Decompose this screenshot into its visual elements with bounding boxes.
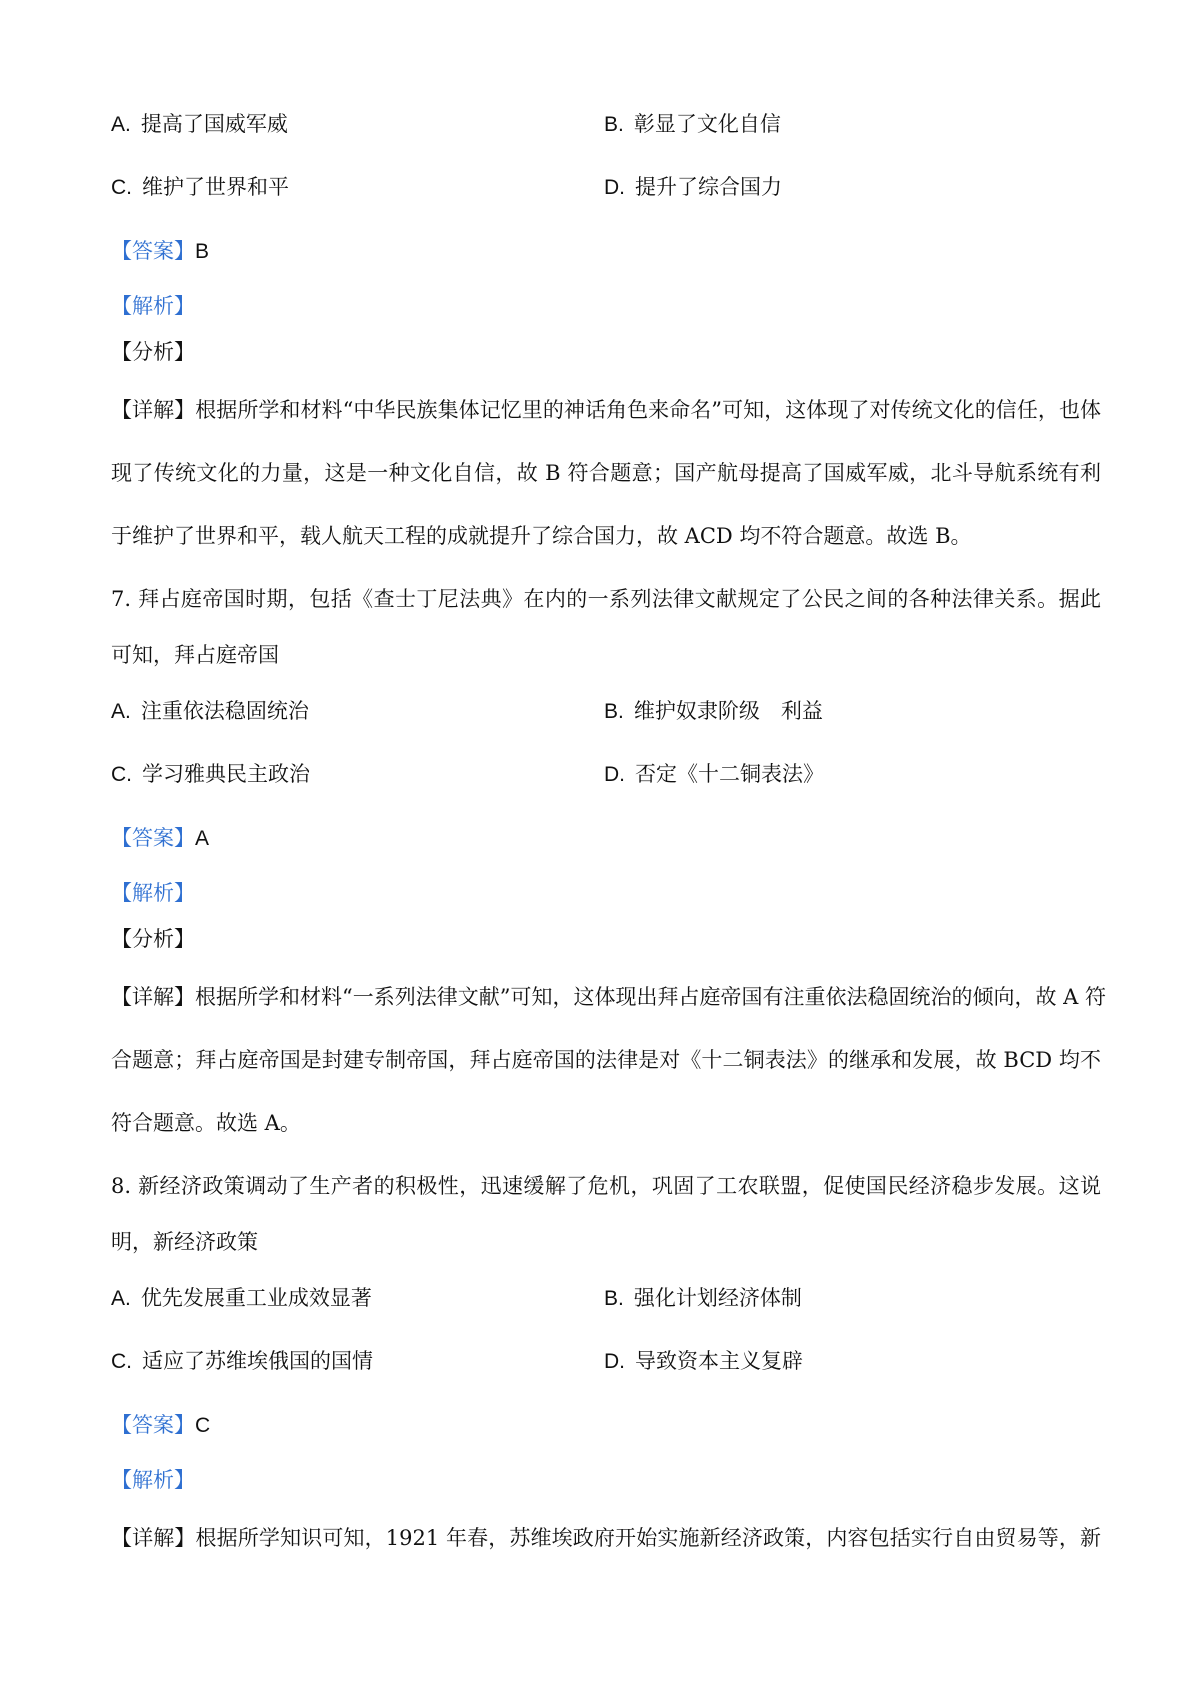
q7-detail-line-1: 【详解】根据所学和材料“一系列法律文献”可知，这体现出拜占庭帝国有注重依法稳固统治的倾向，故 A 符 xyxy=(111,985,1106,1009)
q7-option-c: C. 学习雅典民主政治 xyxy=(111,762,310,786)
q8-option-b: B. 强化计划经济体制 xyxy=(604,1286,802,1310)
q6-option-a: A. 提高了国威军威 xyxy=(111,112,288,136)
q8-stem-line-2: 明，新经济政策 xyxy=(111,1230,258,1254)
q8-detail-line-1: 【详解】根据所学知识可知，1921 年春，苏维埃政府开始实施新经济政策，内容包括实行自由贸易等，新 xyxy=(111,1526,1101,1550)
q6-answer: 【答案】B xyxy=(111,239,210,263)
q7-option-d: D. 否定《十二铜表法》 xyxy=(604,762,824,786)
q7-option-a: A. 注重依法稳固统治 xyxy=(111,699,309,723)
q6-option-b: B. 彰显了文化自信 xyxy=(604,112,781,136)
q6-detail-line-2: 现了传统文化的力量，这是一种文化自信，故 B 符合题意；国产航母提高了国威军威，北斗导航系统有利 xyxy=(111,461,1101,485)
q7-stem-line-1: 7. 拜占庭帝国时期，包括《查士丁尼法典》在内的一系列法律文献规定了公民之间的各种法律关系。据此 xyxy=(111,587,1101,611)
q7-option-b: B. 维护奴隶阶级 利益 xyxy=(604,699,823,723)
q8-option-a: A. 优先发展重工业成效显著 xyxy=(111,1286,372,1310)
q7-answer: 【答案】A xyxy=(111,826,210,850)
q6-option-c: C. 维护了世界和平 xyxy=(111,175,289,199)
q6-jiexi-tag: 【解析】 xyxy=(111,294,195,318)
q8-answer: 【答案】C xyxy=(111,1413,211,1437)
q8-stem-line-1: 8. 新经济政策调动了生产者的积极性，迅速缓解了危机，巩固了工农联盟，促使国民经济稳步发展。这说 xyxy=(111,1174,1101,1198)
q7-stem-line-2: 可知，拜占庭帝国 xyxy=(111,643,279,667)
q7-jiexi-tag: 【解析】 xyxy=(111,881,195,905)
q6-detail-line-1: 【详解】根据所学和材料“中华民族集体记忆里的神话角色来命名”可知，这体现了对传统文化的信任，也体 xyxy=(111,398,1101,422)
q7-detail-line-3: 符合题意。故选 A。 xyxy=(111,1111,301,1135)
q6-detail-line-3: 于维护了世界和平，载人航天工程的成就提升了综合国力，故 ACD 均不符合题意。故选 B。 xyxy=(111,524,972,548)
q7-detail-line-2: 合题意；拜占庭帝国是封建专制帝国，拜占庭帝国的法律是对《十二铜表法》的继承和发展，故 BCD 均不 xyxy=(111,1048,1101,1072)
q8-jiexi-tag: 【解析】 xyxy=(111,1468,195,1492)
q6-option-d: D. 提升了综合国力 xyxy=(604,175,782,199)
q7-fenxi-tag: 【分析】 xyxy=(111,927,195,951)
q8-option-d: D. 导致资本主义复辟 xyxy=(604,1349,803,1373)
q6-fenxi-tag: 【分析】 xyxy=(111,340,195,364)
q8-option-c: C. 适应了苏维埃俄国的国情 xyxy=(111,1349,373,1373)
